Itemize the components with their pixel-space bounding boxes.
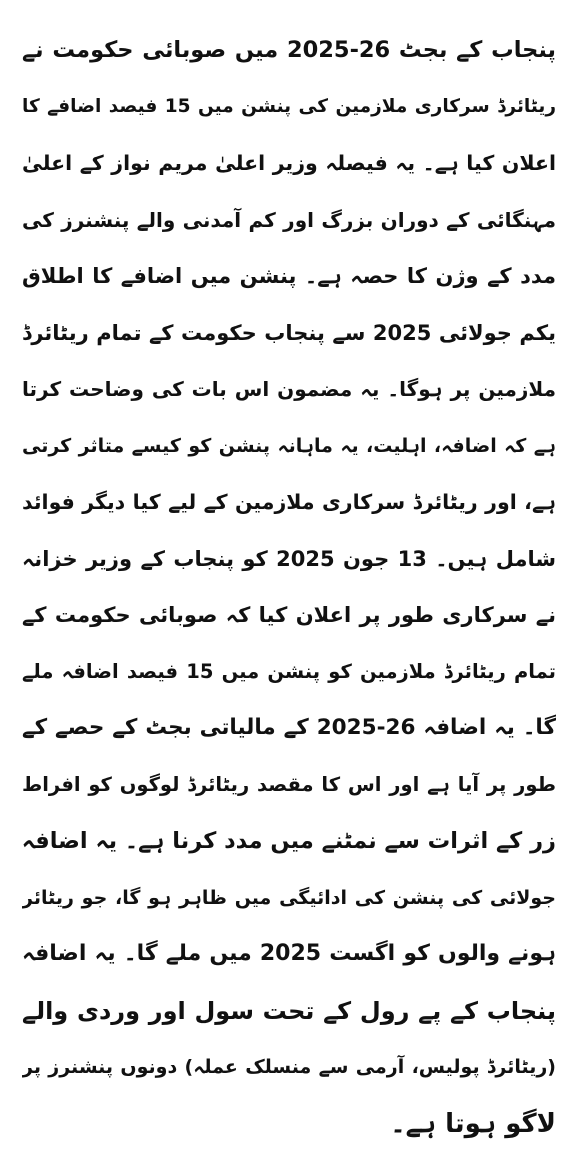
text-line: مہنگائی کے دوران بزرگ اور کم آمدنی والے پنشنرز کی — [22, 192, 556, 249]
text-line: یکم جولائی 2025 سے پنجاب حکومت کے تمام ریٹائرڈ — [22, 305, 556, 362]
text-line: طور پر آیا ہے اور اس کا مقصد ریٹائرڈ لوگوں کو افراط — [22, 757, 556, 814]
text-line: نے سرکاری طور پر اعلان کیا کہ صوبائی حکومت کے — [22, 587, 556, 644]
text-line: زر کے اثرات سے نمٹنے میں مدد کرنا ہے۔ یہ اضافہ — [22, 813, 556, 870]
text-line: پنجاب کے بجٹ 26-2025 میں صوبائی حکومت نے — [22, 22, 556, 79]
text-line: ریٹائرڈ سرکاری ملازمین کی پنشن میں 15 فیصد اضافے کا — [22, 79, 556, 136]
text-line: ہے، اور ریٹائرڈ سرکاری ملازمین کے لیے کیا دیگر فوائد — [22, 474, 556, 531]
text-line: شامل ہیں۔ 13 جون 2025 کو پنجاب کے وزیر خزانہ — [22, 531, 556, 588]
text-line: ہے کہ اضافہ، اہلیت، یہ ماہانہ پنشن کو کیسے متاثر کرتی — [22, 418, 556, 475]
text-line: ہونے والوں کو اگست 2025 میں ملے گا۔ یہ اضافہ — [22, 926, 556, 983]
text-line: مدد کے وژن کا حصہ ہے۔ پنشن میں اضافے کا اطلاق — [22, 248, 556, 305]
text-line: اعلان کیا ہے۔ یہ فیصلہ وزیر اعلیٰ مریم نواز کے اعلیٰ — [22, 135, 556, 192]
text-line: ملازمین پر ہوگا۔ یہ مضمون اس بات کی وضاحت کرتا — [22, 361, 556, 418]
text-line: گا۔ یہ اضافہ 26-2025 کے مالیاتی بجٹ کے حصے کے — [22, 700, 556, 757]
article-text — [22, 22, 556, 1152]
text-line: پنجاب کے پے رول کے تحت سول اور وردی والے — [22, 983, 556, 1040]
text-line: (ریٹائرڈ پولیس، آرمی سے منسلک عملہ) دونوں پنشنرز پر — [22, 1039, 556, 1096]
text-line-last: لاگو ہوتا ہے۔ — [22, 1096, 556, 1152]
text-line: جولائی کی پنشن کی ادائیگی میں ظاہر ہو گا، جو ریٹائر — [22, 870, 556, 927]
text-line: تمام ریٹائرڈ ملازمین کو پنشن میں 15 فیصد اضافہ ملے — [22, 644, 556, 701]
